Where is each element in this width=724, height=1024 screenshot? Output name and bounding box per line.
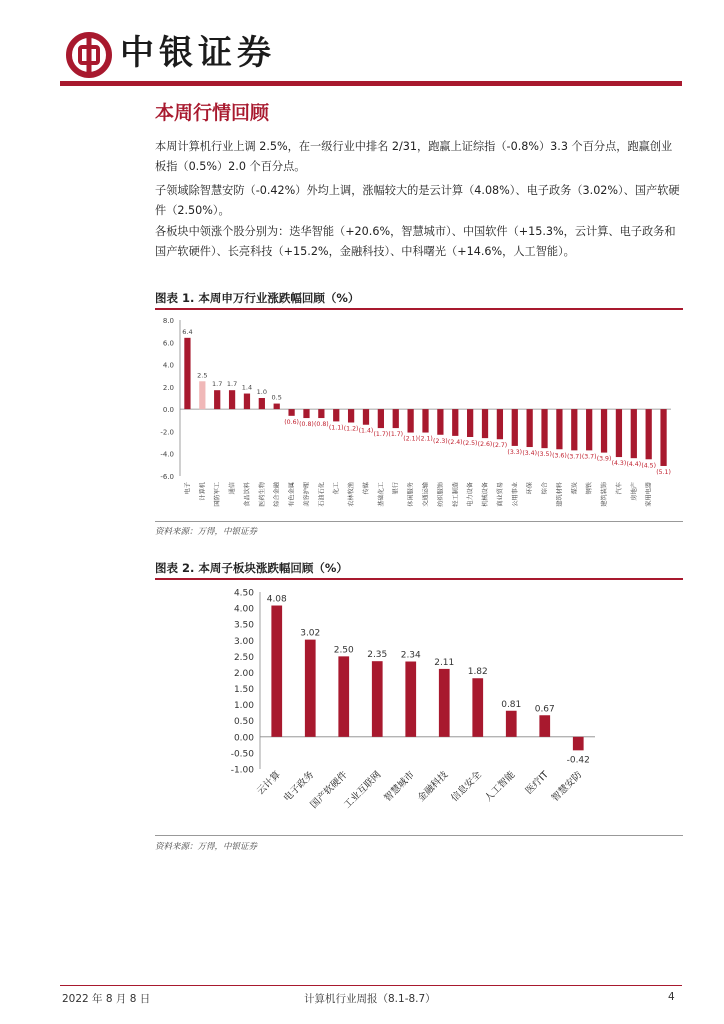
bar: [437, 409, 443, 435]
x-tick-label: 化工: [333, 482, 341, 495]
y-tick-label: 0.50: [233, 717, 254, 728]
bar: [601, 409, 607, 452]
data-label: 2.35: [367, 650, 388, 661]
bar: [660, 409, 666, 466]
x-tick-label: 传媒: [362, 482, 370, 495]
y-tick-label: 3.50: [233, 620, 254, 631]
section-title: 本周行情回顾: [155, 102, 270, 124]
y-tick-label: 1.50: [233, 685, 254, 696]
data-label: (3.5): [537, 451, 552, 459]
data-label: (1.2): [343, 425, 359, 433]
data-label: (3.6): [552, 452, 567, 460]
x-tick-label: 云计算: [254, 769, 283, 798]
figure1-source: 资料来源：万得，中银证券: [155, 527, 258, 537]
figure1-chart: [155, 312, 683, 520]
figure2-bottom-rule: [155, 835, 683, 836]
x-tick-label: 金融科技: [415, 769, 451, 805]
x-tick-label: 计算机: [199, 482, 207, 501]
x-tick-label: 家用电器: [645, 482, 653, 507]
x-tick-label: 环保: [526, 482, 534, 495]
y-tick-label: 4.50: [233, 588, 254, 599]
y-tick-label: 6.0: [162, 339, 174, 348]
bar: [646, 409, 652, 459]
bar: [405, 662, 416, 737]
bar: [571, 409, 577, 450]
data-label: (1.1): [328, 424, 344, 432]
bar: [199, 381, 205, 409]
figure2-title: 图表 2. 本周子板块涨跌幅回顾（%）: [155, 561, 348, 575]
x-tick-label: 工业互联网: [341, 769, 384, 811]
x-tick-label: 农林牧渔: [348, 482, 356, 507]
bar: [288, 409, 294, 416]
data-label: (4.4): [626, 461, 642, 469]
x-tick-label: 信息安全: [449, 769, 484, 805]
data-label: (1.7): [388, 431, 404, 439]
x-tick-label: 电力设备: [467, 482, 475, 507]
bar: [512, 409, 518, 446]
bar: [631, 409, 637, 458]
bar: [271, 606, 282, 737]
x-tick-label: 智慧城市: [382, 769, 417, 805]
data-label: (2.1): [418, 435, 433, 443]
paragraph-industry: 本周计算机行业上调 2.5%，在一级行业中排名 2/31，跑赢上证综指（-0.8%）3.3 个百分点，跑赢创业板指（0.5%）2.0 个百分点。: [155, 140, 673, 173]
x-tick-label: 综合: [541, 482, 549, 495]
x-tick-label: 综合金融: [273, 482, 281, 507]
x-tick-label: 医疗IT: [523, 769, 551, 797]
x-tick-label: 机械设备: [482, 482, 490, 507]
bar: [497, 409, 503, 439]
x-tick-label: 通信: [229, 482, 237, 495]
x-tick-label: 煤炭: [571, 482, 579, 495]
x-tick-label: 纺织服饰: [437, 482, 445, 507]
data-label: 1.0: [256, 388, 268, 396]
x-tick-label: 钢铁: [586, 482, 594, 495]
data-label: 2.11: [434, 657, 455, 668]
y-tick-label: -2.0: [160, 428, 174, 437]
bar: [318, 409, 324, 418]
x-tick-label: 休闲服务: [407, 482, 415, 507]
x-tick-label: 国防军工: [214, 482, 222, 507]
bar: [378, 409, 384, 428]
data-label: (1.7): [373, 431, 389, 439]
data-label: 1.7: [226, 380, 238, 389]
bar: [393, 409, 399, 428]
figure1-title: 图表 1. 本周申万行业涨跌幅回顾（%）: [155, 291, 360, 305]
x-tick-label: 智慧安防: [549, 769, 585, 805]
data-label: 2.5: [197, 371, 208, 380]
bar: [539, 715, 550, 737]
x-tick-label: 医药生物: [258, 482, 266, 507]
x-tick-label: 公用事业: [511, 482, 519, 507]
y-tick-label: -4.0: [160, 450, 174, 459]
data-label: 6.4: [182, 327, 193, 336]
x-tick-label: 轻工制造: [452, 482, 460, 507]
y-tick-label: 3.00: [233, 636, 254, 647]
data-label: 1.7: [212, 380, 223, 389]
bar: [527, 409, 533, 447]
x-tick-label: 商业贸易: [496, 482, 504, 507]
x-tick-label: 电子: [184, 482, 192, 495]
bar: [259, 398, 265, 409]
bar: [333, 409, 339, 421]
y-tick-label: -1.00: [230, 765, 254, 776]
figure1-bottom-rule: [155, 521, 683, 522]
data-label: (2.3): [433, 437, 448, 445]
x-tick-label: 建筑材料: [556, 482, 564, 507]
x-tick-label: 美容护理: [303, 482, 311, 507]
bar: [467, 409, 473, 437]
y-tick-label: 0.0: [162, 406, 174, 415]
bar: [214, 390, 220, 409]
data-label: 2.34: [400, 650, 421, 661]
bar: [229, 390, 235, 409]
bar: [422, 409, 428, 432]
data-label: (4.5): [641, 462, 657, 470]
x-tick-label: 汽车: [615, 482, 623, 495]
data-label: (3.4): [522, 450, 537, 458]
y-tick-label: -6.0: [160, 473, 174, 481]
bar: [372, 661, 383, 737]
bar: [439, 669, 450, 737]
x-tick-label: 房地产: [630, 482, 638, 501]
x-tick-label: 有色金属: [288, 482, 296, 507]
footer-divider: [60, 985, 682, 986]
bar: [305, 640, 316, 737]
data-label: (5.1): [656, 468, 671, 476]
y-tick-label: 2.50: [233, 652, 254, 663]
bar: [573, 737, 584, 751]
x-tick-label: 交通运输: [422, 482, 430, 507]
bar: [274, 404, 280, 410]
y-tick-label: 2.0: [162, 383, 174, 392]
bar: [452, 409, 458, 436]
figure2-chart: [155, 582, 683, 834]
data-label: 4.08: [266, 594, 287, 605]
bar: [616, 409, 622, 457]
bar: [556, 409, 562, 449]
data-label: (0.6): [284, 418, 299, 426]
data-label: (4.3): [611, 460, 627, 468]
data-label: 0.67: [534, 704, 555, 715]
data-label: 3.02: [300, 628, 321, 639]
data-label: (3.9): [596, 455, 612, 463]
paragraph-subsectors: 子领域除智慧安防（-0.42%）外均上调，涨幅较大的是云计算（4.08%）、电子政务（3.02%）、国产软硬件（2.50%）。: [155, 184, 680, 217]
brand-name: 中银证券: [120, 33, 276, 73]
bar: [244, 394, 250, 410]
bar: [338, 656, 349, 736]
bar: [348, 409, 354, 422]
data-label: (0.8): [299, 421, 314, 429]
bar: [506, 711, 517, 737]
x-tick-label: 食品饮料: [243, 482, 251, 507]
x-tick-label: 国产软硬件: [308, 769, 350, 811]
y-tick-label: -0.50: [230, 749, 254, 760]
data-label: 1.82: [467, 667, 488, 678]
figure2-source: 资料来源：万得，中银证券: [155, 842, 258, 852]
data-label: (2.5): [462, 440, 478, 447]
data-label: (1.4): [358, 427, 374, 435]
bar: [472, 678, 483, 737]
data-label: 1.4: [241, 383, 253, 392]
bar: [586, 409, 592, 450]
data-label: (3.3): [507, 448, 523, 456]
header-divider: [60, 81, 682, 86]
y-tick-label: 8.0: [162, 317, 174, 325]
footer-report-title: 计算机行业周报（8.1-8.7）: [304, 993, 436, 1005]
paragraph-stocks: 各板块中领涨个股分别为：迭华智能（+20.6%，智慧城市）、中国软件（+15.3%，云计算、电子政务和国产软硬件）、长亮科技（+15.2%，金融科技）、中科曙光（+14.6%，人工智能）。: [155, 225, 676, 258]
bar: [184, 338, 190, 409]
y-tick-label: 4.00: [233, 604, 254, 615]
x-tick-label: 银行: [392, 482, 400, 495]
x-tick-label: 基础化工: [377, 482, 385, 507]
bar: [407, 409, 413, 432]
data-label: (3.7): [581, 453, 597, 461]
y-tick-label: 2.00: [233, 668, 254, 679]
data-label: (2.4): [447, 438, 463, 446]
data-label: 0.5: [271, 393, 282, 402]
data-label: (0.8): [314, 421, 329, 429]
bar: [482, 409, 488, 438]
y-tick-label: 0.00: [233, 733, 254, 744]
data-label: 0.81: [501, 699, 522, 710]
data-label: 2.50: [333, 645, 354, 656]
footer-page-number: 4: [668, 991, 675, 1003]
bank-of-china-logo-icon: [64, 30, 114, 80]
data-label: (2.7): [492, 442, 508, 450]
y-tick-label: 1.00: [233, 701, 254, 712]
bar: [541, 409, 547, 448]
data-label: (2.6): [477, 441, 493, 449]
footer-date: 2022 年 8 月 8 日: [62, 993, 151, 1005]
x-tick-label: 建筑装饰: [601, 482, 609, 507]
bar: [303, 409, 309, 418]
data-label: -0.42: [566, 755, 590, 766]
figure1-title-rule: [155, 308, 683, 310]
figure2-title-rule: [155, 578, 683, 580]
x-tick-label: 人工智能: [482, 769, 518, 805]
x-tick-label: 石油石化: [318, 482, 326, 507]
data-label: (3.7): [566, 453, 582, 461]
x-tick-label: 电子政务: [281, 769, 317, 805]
y-tick-label: 4.0: [162, 361, 174, 370]
bar: [363, 409, 369, 425]
data-label: (2.1): [403, 435, 418, 443]
